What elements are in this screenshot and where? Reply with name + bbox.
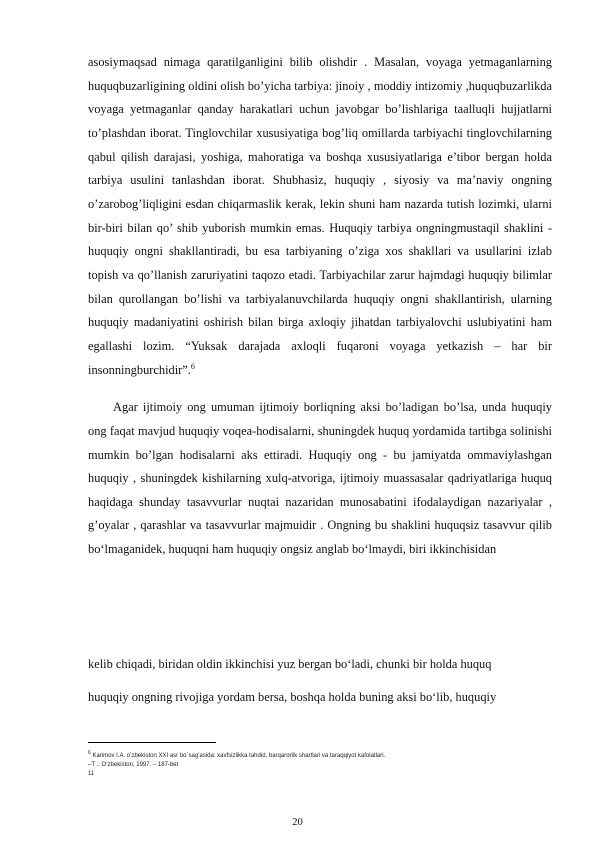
- footnote-separator: [88, 742, 216, 743]
- footnote-line-1: [88, 752, 558, 760]
- paragraph-2: Agar ijtimoiy ong umuman ijtimoiy borliqning aksi bo’ladigan bo’lsa, unda huquqiy ong faqat mavjud huquqiy voqea-hodisalarni, shuningdek huquq yordamida tartibga solinishi mumkin bo’lgan hodisalarni aks ettiradi. Huquqiy ong - bu jamiyatda ommaviylashgan huquqiy , shuningdek kishilarning xulq-atvoriga, ijtimoiy muassasalar qadriyatlariga huquq haqidaga shunday tasavvurlar nuqtai nazaridan munosabatini ifodalaydigan nazariyalar , g’oyalar , qarashlar va tasavvurlar majmuidir . Ongning bu shaklini huquqsiz tasavvur qilib bo‘lmaganidek, huquqni ham huquqiy ongsiz anglab bo‘lmaydi, biri ikkinchisidan: [88, 400, 552, 557]
- main-text-block: [88, 51, 552, 562]
- footnote-text: Karimov I.A. o’zbekiston XXI asr bo`sag’asida: xavfsizlikka tahdid, barqarorlik shartlari va taraqqiyot kafolatlari.: [92, 753, 386, 759]
- text-line-continuation-2: huquqiy ongning rivojiga yordam bersa, boshqa holda buning aksi bo‘lib, huquqiy: [88, 690, 497, 704]
- footnote-reference: 6: [190, 361, 195, 371]
- footnote-line-3: 11: [88, 771, 95, 777]
- page-number: 20: [292, 817, 303, 828]
- paragraph-1: [88, 51, 552, 382]
- paragraph-1-text: asosiymaqsad nimaga qaratilganligini bilib olishdir . Masalan, voyaga yetmaganlarning huquqbuzarligining oldini olish bo’yicha tarbiya: jinoiy , moddiy intizomiy ,huquqbuzarlikda voyaga yetmaganlar qanday harakatlari uchun javobgar bo’lishlariga taalluqli hujjatlarni to’plashdan iborat. Tinglovchilar xususiyatiga bog’liq omillarda tarbiyachi tinglovchilarning qabul qilish darajasi, yoshiga, mahoratiga va boshqa xususiyatlariga e’tibor bergan holda tarbiya usulini tanlashdan iborat. Shubhasiz, huquqiy , siyosiy va ma’naviy ongning o’zarobog’liqligini esdan chiqarmaslik kerak, lekin shuni ham nazarda tutish lozimki, ularni bir-biri bilan qo’ shib yuborish mumkin emas. Huquqiy tarbiya ongningmustaqil shaklini - huquqiy ongni shakllantiradi, bu esa tarbiyaning o’ziga xos shakllari va usullarini izlab topish va qo’llanish zaruriyatini taqozo etadi. Tarbiyachilar zarur hajmdagi huquqiy bilimlar bilan qurollangan bo’lishi va tarbiyalanuvchilarda huquqiy ongni shakllantirish, ularning huquqiy madaniyatini oshirish bilan birga axloqiy jihatdan tarbiyalovchi uslubiyatini ham egallashi lozim. “Yuksak darajada axloqli fuqaroni voyaga yetkazish – har bir insonningburchidir”.: [88, 55, 552, 377]
- footnote-number: 6: [88, 750, 91, 756]
- text-line-continuation-1: kelib chiqadi, biridan oldin ikkinchisi yuz bergan bo‘ladi, chunki bir holda huquq: [88, 657, 492, 671]
- footnote-line-2: –T .: O‘zbekiston, 1997. – 187-bet: [88, 762, 179, 768]
